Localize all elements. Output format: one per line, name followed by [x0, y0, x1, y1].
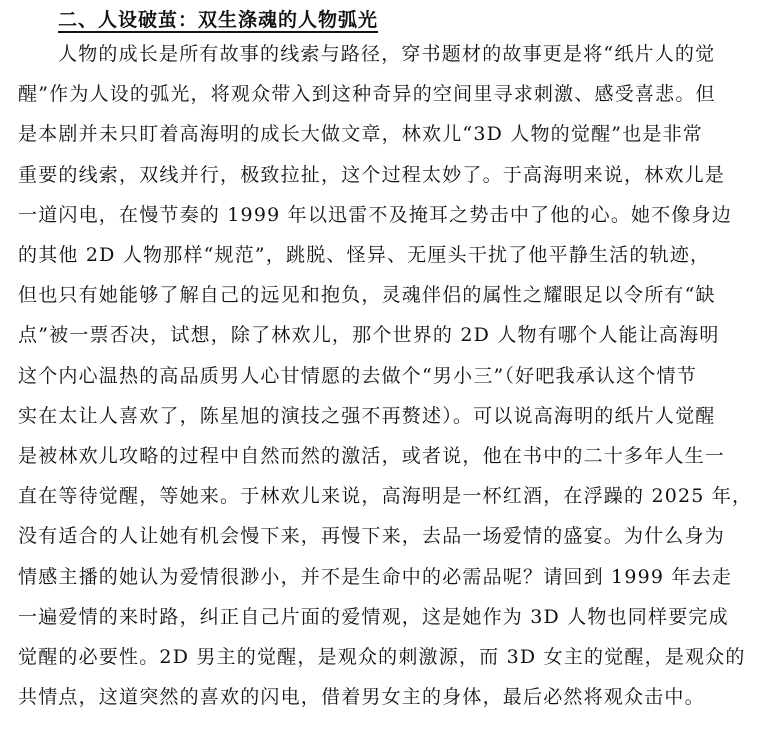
paragraph-line: 共情点，这道突然的喜欢的闪电，借着男女主的身体，最后必然将观众击中。	[18, 686, 705, 708]
paragraph-line: 是本剧并未只盯着高海明的成长大做文章，林欢儿“3D 人物的觉醒”也是非常	[18, 123, 703, 145]
paragraph-line: 这个内心温热的高品质男人心甘情愿的去做个“男小三”（好吧我承认这个情节	[18, 365, 697, 387]
section-heading: 二、人设破茧：双生涤魂的人物弧光	[58, 9, 379, 31]
paragraph-line: 是被林欢儿攻略的过程中自然而然的激活，或者说，他在书中的二十多年人生一	[18, 445, 726, 467]
paragraph-line: 人物的成长是所有故事的线索与路径，穿书题材的故事更是将“纸片人的觉	[58, 43, 716, 65]
paragraph-line: 直在等待觉醒，等她来。于林欢儿来说，高海明是一杯红酒，在浮躁的 2025 年，	[18, 485, 753, 507]
paragraph-line: 醒”作为人设的弧光，将观众带入到这种奇异的空间里寻求刺激、感受喜悲。但	[18, 83, 716, 105]
paragraph-line: 点”被一票否决，试想，除了林欢儿，那个世界的 2D 人物有哪个人能让高海明	[18, 324, 720, 346]
paragraph-line: 觉醒的必要性。2D 男主的觉醒，是观众的刺激源，而 3D 女主的觉醒，是观众的	[18, 646, 746, 668]
paragraph-line: 实在太让人喜欢了，陈星旭的演技之强不再赘述）。可以说高海明的纸片人觉醒	[18, 405, 716, 427]
paragraph-line: 的其他 2D 人物那样“规范”，跳脱、怪异、无厘头干扰了他平静生活的轨迹，	[18, 244, 711, 266]
paragraph-line: 一道闪电，在慢节奏的 1999 年以迅雷不及掩耳之势击中了他的心。她不像身边	[18, 204, 733, 226]
paragraph-line: 重要的线索，双线并行，极致拉扯，这个过程太妙了。于高海明来说，林欢儿是	[18, 164, 726, 186]
paragraph-line: 情感主播的她认为爱情很渺小，并不是生命中的必需品呢？请回到 1999 年去走	[18, 566, 733, 588]
paragraph-line: 一遍爱情的来时路，纠正自己片面的爱情观，这是她作为 3D 人物也同样要完成	[18, 606, 729, 628]
paragraph-line: 没有适合的人让她有机会慢下来，再慢下来，去品一场爱情的盛宴。为什么身为	[18, 525, 726, 547]
paragraph-line: 但也只有她能够了解自己的远见和抱负，灵魂伴侣的属性之耀眼足以令所有“缺	[18, 284, 716, 306]
